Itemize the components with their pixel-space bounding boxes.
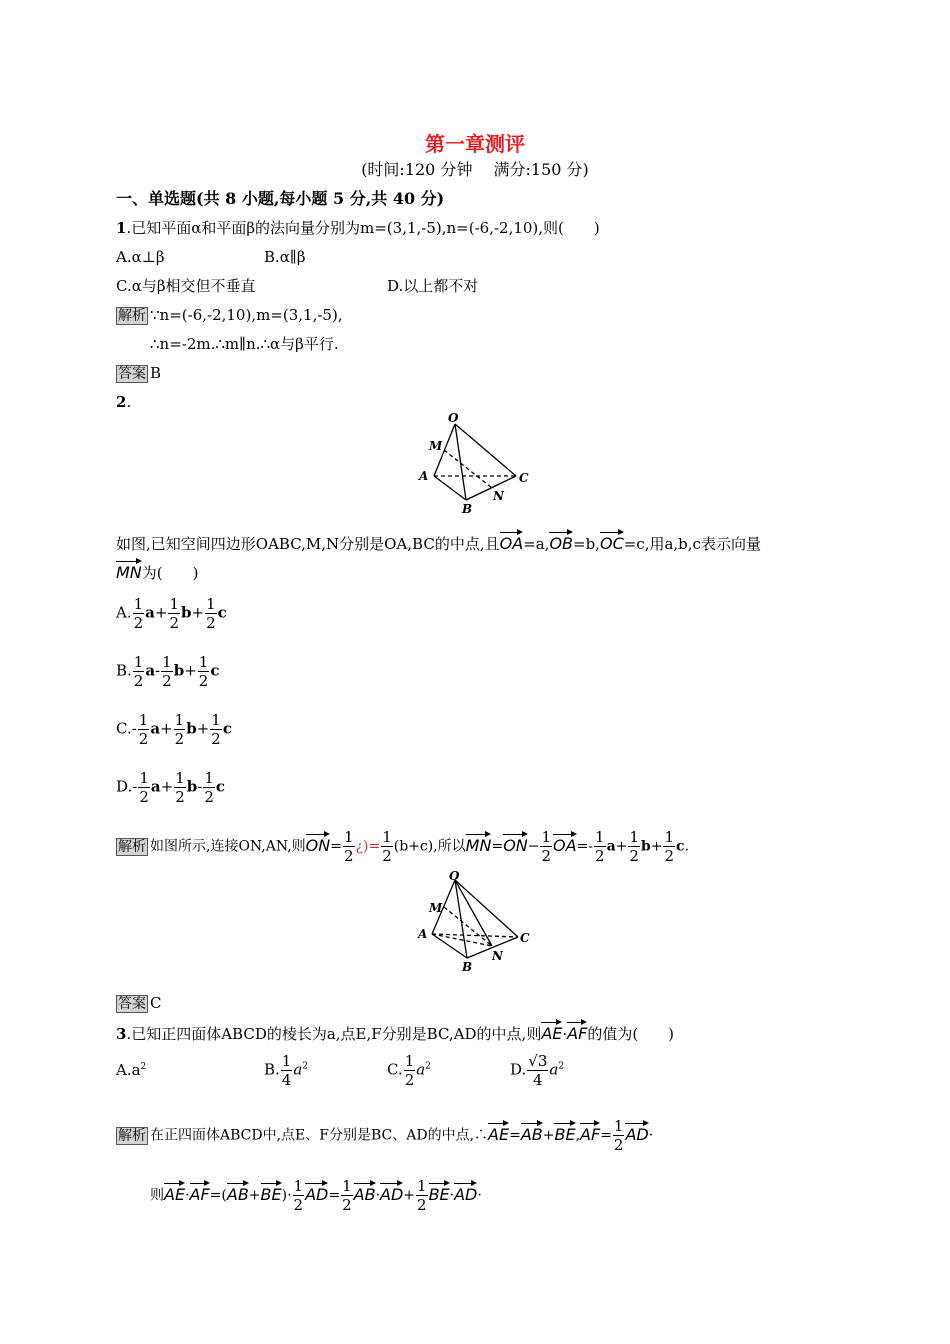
label-N: N: [492, 949, 503, 963]
q3-option-d: D. $\frac{√3}{4}$ $a^2$: [510, 1052, 565, 1089]
label-O: O: [448, 411, 459, 425]
q2-stem-line2: MN为( ): [116, 559, 199, 583]
q2-option-c: C.- $\frac{1}{2}$ a+ $\frac{1}{2}$ b+ $\frac{1}{2}$ c: [116, 711, 232, 748]
q3-option-a: $A.a^2$: [116, 1061, 147, 1079]
q3-analysis-line2: 则AE·AF=(AB+BE)· $\frac{1}{2}$ AD= $\frac{1}{2}$ AB·AD+ $\frac{1}{2}$ BE·AD·: [150, 1177, 482, 1214]
q2-analysis: 解析 如图所示,连接ON,AN,则ON= $\frac{1}{2}$ ¿)= $\frac{1}{2}$ (b+c),所以MN=ON− $\frac{1}{2}$ OA=- $\frac{1}{2}$ a+ $\frac{1}{2}$ b+ $\frac{1}{2}$ c.: [118, 828, 690, 865]
answer-tag: 答案: [118, 996, 146, 1012]
q3-analysis: 解析 在正四面体ABCD中,点E、F分别是BC、AD的中点,∴AE=AB+BE,AF= $\frac{1}{2}$ AD·: [118, 1117, 654, 1154]
analysis-tag: 解析: [118, 838, 146, 855]
q3-option-c: C. $\frac{1}{2}$ $a^2$: [387, 1052, 431, 1089]
section-heading: 一、单选题(共 8 小题,每小题 5 分,共 40 分): [116, 189, 445, 208]
question-1-stem: 1.已知平面α和平面β的法向量分别为m=(3,1,-5),n=(-6,-2,10),则( ): [116, 219, 600, 237]
label-C: C: [519, 471, 529, 485]
q3-option-b: B. $\frac{1}{4}$ $a^2$: [264, 1052, 309, 1089]
page-subtitle: (时间:120 分钟 满分:150 分): [361, 160, 589, 179]
label-A: A: [419, 469, 429, 483]
q1-option-b: B.α∥β: [264, 248, 306, 266]
q1-analysis: 解析 ∵n=(-6,-2,10),m=(3,1,-5),: [118, 306, 343, 324]
q2-option-b: B. $\frac{1}{2}$ a- $\frac{1}{2}$ b+ $\frac{1}{2}$ c: [116, 653, 220, 690]
label-B: B: [462, 502, 473, 515]
q2-answer: 答案 C: [118, 994, 162, 1012]
label-B: B: [462, 960, 473, 974]
q1-option-a: A.α⊥β: [116, 248, 165, 266]
label-M: M: [429, 439, 443, 453]
tetrahedron-figure-1: [410, 410, 540, 515]
q1-answer: 答案 B: [118, 364, 162, 382]
label-A: A: [418, 927, 428, 941]
label-C: C: [520, 931, 530, 945]
label-M: M: [429, 901, 443, 915]
q1-option-c: C.α与β相交但不垂直: [116, 277, 256, 295]
analysis-tag: 解析: [118, 1127, 146, 1144]
question-3-stem: 3.已知正四面体ABCD的棱长为a,点E,F分别是BC,AD的中点,则AE·AF的值为( ): [116, 1020, 674, 1044]
analysis-tag: 解析: [118, 308, 146, 324]
q2-stem: 如图,已知空间四边形OABC,M,N分别是OA,BC的中点,且OA=a,OB=b,OC=c,用a,b,c表示向量: [116, 530, 761, 554]
question-2-number: 2.: [116, 393, 132, 411]
label-O: O: [449, 870, 460, 883]
q1-option-d: D.以上都不对: [387, 277, 479, 295]
tetrahedron-figure-2: [410, 870, 540, 975]
q2-option-a: A. $\frac{1}{2}$ a+ $\frac{1}{2}$ b+ $\frac{1}{2}$ c: [116, 595, 227, 632]
q2-option-d: D.- $\frac{1}{2}$ a+ $\frac{1}{2}$ b- $\frac{1}{2}$ c: [116, 769, 225, 806]
answer-tag: 答案: [118, 366, 146, 382]
q1-analysis-line2: ∴n=-2m.∴m∥n.∴α与β平行.: [150, 335, 339, 353]
page-title: 第一章测评: [425, 132, 525, 156]
label-N: N: [493, 489, 504, 503]
